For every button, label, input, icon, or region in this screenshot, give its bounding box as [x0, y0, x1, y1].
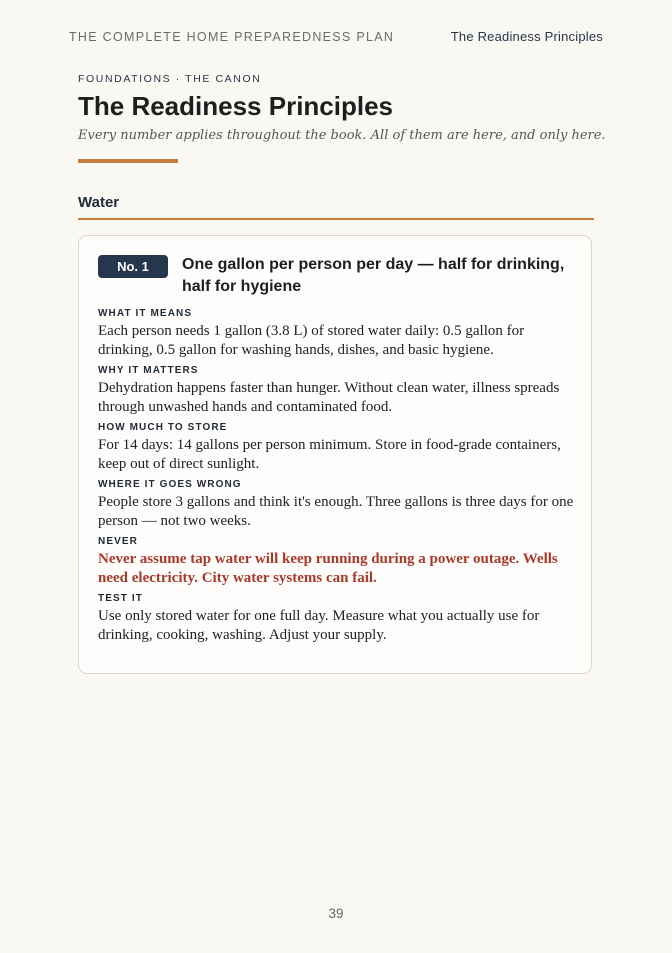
section-where-it-goes-wrong — [98, 479, 580, 530]
section-label: TEST IT — [98, 593, 143, 604]
section-label: WHAT IT MEANS — [98, 308, 193, 319]
running-header-book-title: THE COMPLETE HOME PREPAREDNESS PLAN — [69, 30, 395, 44]
principle-card — [78, 235, 592, 674]
section-text: People store 3 gallons and think it's enough. Three gallons is three days for one person — not two weeks. — [98, 494, 574, 529]
section-why-it-matters — [98, 365, 580, 416]
section-never — [98, 536, 580, 587]
running-header — [69, 29, 603, 44]
section-text: For 14 days: 14 gallons per person minimum. Store in food-grade containers, keep out of direct sunlight. — [98, 437, 561, 472]
section-text: Each person needs 1 gallon (3.8 L) of stored water daily: 0.5 gallon for drinking, 0.5 gallon for washing hands, dishes, and basic hygiene. — [98, 323, 525, 358]
section-test-it — [98, 593, 580, 644]
warning-text: Never assume tap water will keep running during a power outage. Wells need electricity. City water systems can fail. — [98, 551, 558, 586]
section-label: NEVER — [98, 536, 138, 547]
page-number: 39 — [328, 906, 344, 921]
section-label: WHERE IT GOES WRONG — [98, 479, 242, 490]
section-how-much-to-store — [98, 422, 580, 473]
section-label: HOW MUCH TO STORE — [98, 422, 228, 433]
section-what-it-means — [98, 308, 580, 359]
principle-title: One gallon per person per day — half for drinking, half for hygiene — [182, 256, 565, 295]
page-title: The Readiness Principles — [78, 91, 394, 121]
principle-number-badge: No. 1 — [98, 255, 168, 278]
section-text: Use only stored water for one full day. Measure what you actually use for drinking, cooking, washing. Adjust your supply. — [98, 608, 540, 643]
section-heading: Water — [78, 194, 120, 211]
title-accent-rule — [78, 159, 178, 163]
section-label: WHY IT MATTERS — [98, 365, 199, 376]
page-subtitle: Every number applies throughout the book. All of them are here, and only here. — [78, 128, 606, 143]
eyebrow-label: FOUNDATIONS · THE CANON — [78, 73, 262, 85]
principle-sections — [98, 308, 580, 650]
running-header-chapter-title: The Readiness Principles — [450, 29, 603, 44]
section-divider — [78, 218, 594, 220]
section-text: Dehydration happens faster than hunger. Without clean water, illness spreads through unwashed hands and contaminated food. — [98, 380, 560, 415]
